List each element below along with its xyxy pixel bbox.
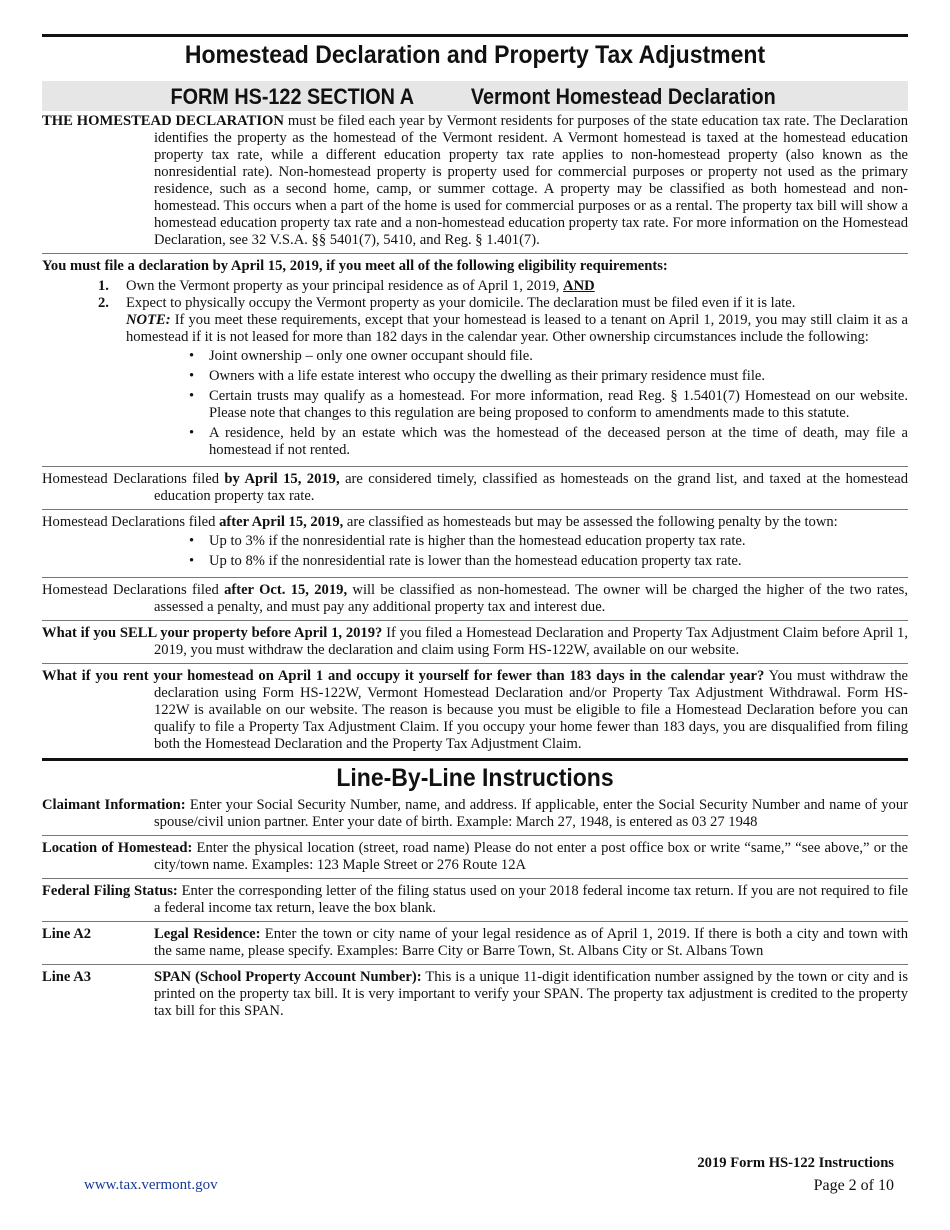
bullet-item: • Up to 3% if the nonresidential rate is higher than the homestead education property tax rate. [209,533,908,550]
intro-paragraph-block [42,111,908,253]
eligibility-item [98,278,908,295]
bullet-item: • Certain trusts may qualify as a homestead. For more information, read Reg. § 1.5401(7) Homestead on our website. Please note that changes to this regulation are being proposed to conform to amendments made to this statute. [209,388,908,422]
eligibility-list [42,278,908,346]
claimant-label: Claimant Information: [42,797,186,813]
oct-pre: Homestead Declarations filed [42,582,225,598]
line-a3-block [42,964,908,1024]
timely-date: by April 15, 2019, [224,471,340,487]
line-body: Enter the town or city name of your legal residence as of April 1, 2019. If there is both a city and town with the same name, please specify. Examples: Barre City or Barre Town, St. Albans City or St. Albans Town [154,926,908,959]
item-number: 1. [98,278,109,294]
line-row [42,969,908,1020]
intro-text: must be filed each year by Vermont residents for purposes of the state education tax rate. The Declaration identifies the property as the homestead of the Vermont resident. A Vermont homestead is taxed at the homestead education property tax rate, while a different education property tax rate applies to non-homestead property (also known as the nonresidential rate). Non-homestead property is property used for commercial purposes or property not used as the primary residence, such as a second home, camp, or summer cottage. A property may be classified as both homestead and non-homestead. This occurs when a part of the home is used for commercial purposes or as a rental. The property tax bill will show a homestead education property tax rate and a non-homestead education property tax rate. For more information on the Homestead Declaration, see 32 V.S.A. §§ 5401(7), 5410, and Reg. § 1.401(7). [154,113,909,248]
bullet-item: • A residence, held by an estate which was the homestead of the deceased person at the time of death, may file a homestead if not rented. [209,425,908,459]
and-emphasis: AND [563,278,595,294]
eligibility-item [98,295,908,346]
item-number: 2. [98,295,109,311]
section-header-bar [42,81,908,111]
line-text [154,969,908,1020]
line-body: This is a unique 11-digit identification number assigned by the town or city and is printed on the property tax bill. It is very important to verify your SPAN. The property tax adjustment is credited to the property tax bill for this SPAN. [154,969,909,1019]
item-text: Own the Vermont property as your principal residence as of April 1, 2019, [126,278,564,294]
eligibility-heading [42,258,908,275]
oct-paragraph [42,582,908,616]
item-text: Expect to physically occupy the Vermont property as your domicile. The declaration must be filed even if it is late. [126,295,796,311]
line-a2-block [42,921,908,964]
sell-question: What if you SELL your property before April 1, 2019? [42,625,383,641]
timely-paragraph [42,471,908,505]
eligibility-heading-text: You must file a declaration by April 15, 2019, if you meet all of the following eligibility requirements: [42,258,668,274]
line-heading: SPAN (School Property Account Number): [154,969,422,985]
late-date: after April 15, 2019, [219,514,344,530]
bullet-item: • Joint ownership – only one owner occupant should file. [209,348,908,365]
timely-block [42,466,908,509]
filing-text: Enter the corresponding letter of the filing status used on your 2018 federal income tax return. If you are not required to file a federal income tax return, leave the box blank. [154,883,908,916]
eligibility-block [42,253,908,466]
oct-date: after Oct. 15, 2019, [224,582,348,598]
intro-paragraph [42,113,908,249]
late-pre: Homestead Declarations filed [42,514,220,530]
late-block [42,509,908,577]
location-block [42,835,908,878]
footer-page-number: Page 2 of 10 [813,1177,894,1194]
line-by-line-title: Line-By-Line Instructions [336,764,614,792]
oct-post: will be classified as non-homestead. The owner will be charged the higher of the two rates, assessed a penalty, and must pay any additional property tax and interest due. [154,582,909,615]
oct-block [42,577,908,620]
sell-paragraph [42,625,908,659]
late-post: are classified as homesteads but may be assessed the following penalty by the town: [343,514,838,530]
timely-post: are considered timely, classified as homesteads on the grand list, and taxed at the homestead education property tax rate. [154,471,909,504]
ownership-bullets [42,348,908,459]
intro-lead: THE HOMESTEAD DECLARATION [42,113,284,129]
penalty-bullets [42,533,908,570]
document-page [42,34,908,1024]
section-form-label: FORM HS-122 SECTION A [170,84,415,109]
rent-paragraph [42,668,908,753]
document-title: Homestead Declaration and Property Tax Adjustment [184,41,766,69]
filing-block [42,878,908,921]
line-label: Line A2 [42,926,92,942]
late-paragraph [42,514,908,531]
footer-website-link[interactable]: www.tax.vermont.gov [84,1177,218,1193]
rent-block [42,663,908,757]
note-label: NOTE: [126,312,171,328]
filing-label: Federal Filing Status: [42,883,178,899]
location-text: Enter the physical location (street, road name) Please do not enter a post office box or write “same,” “see above,” or the city/town name. Examples: 123 Maple Street or 276 Route 12A [154,840,908,873]
location-label: Location of Homestead: [42,840,193,856]
sell-text: If you filed a Homestead Declaration and Property Tax Adjustment Claim before April 1, 2019, you must withdraw the declaration and claim using Form HS-122W, available on our website. [154,625,908,658]
line-label: Line A3 [42,969,92,985]
claimant-text: Enter your Social Security Number, name, and address. If applicable, enter the Social Security Number and name of your spouse/civil union partner. Enter your date of birth. Example: March 27, 1948, is entered as 03 27 1948 [154,797,908,830]
location-paragraph [42,840,908,874]
line-text [154,926,908,960]
claimant-paragraph [42,797,908,831]
footer-form-name: 2019 Form HS-122 Instructions [697,1155,894,1171]
line-heading: Legal Residence: [154,926,261,942]
filing-paragraph [42,883,908,917]
bullet-item: • Owners with a life estate interest who occupy the dwelling as their primary residence must file. [209,368,908,385]
bullet-item: • Up to 8% if the nonresidential rate is lower than the homestead education property tax rate. [209,553,908,570]
note-text: If you meet these requirements, except that your homestead is leased to a tenant on April 1, 2019, you may still claim it as a homestead if it is not leased for more than 182 days in the calendar year. Other ownership circumstances include the following: [126,312,908,345]
rent-text: You must withdraw the declaration using Form HS-122W, Vermont Homestead Declaration and/or Property Tax Adjustment Withdrawal. Form HS-122W is available on our website. The reason is because you must be eligible to file a Homestead Declaration before you can qualify to file a Property Tax Adjustment Claim. If you occupy your home fewer than 183 days, you are disqualified from filing both the Homestead Declaration and the Property Tax Adjustment Claim. [154,668,908,752]
section-name: Vermont Homestead Declaration [470,84,776,109]
sell-block [42,620,908,663]
line-row [42,926,908,960]
timely-pre: Homestead Declarations filed [42,471,225,487]
rent-question: What if you rent your homestead on April 1 and occupy it yourself for fewer than 183 days in the calendar year? [42,668,765,684]
claimant-block [42,795,908,835]
